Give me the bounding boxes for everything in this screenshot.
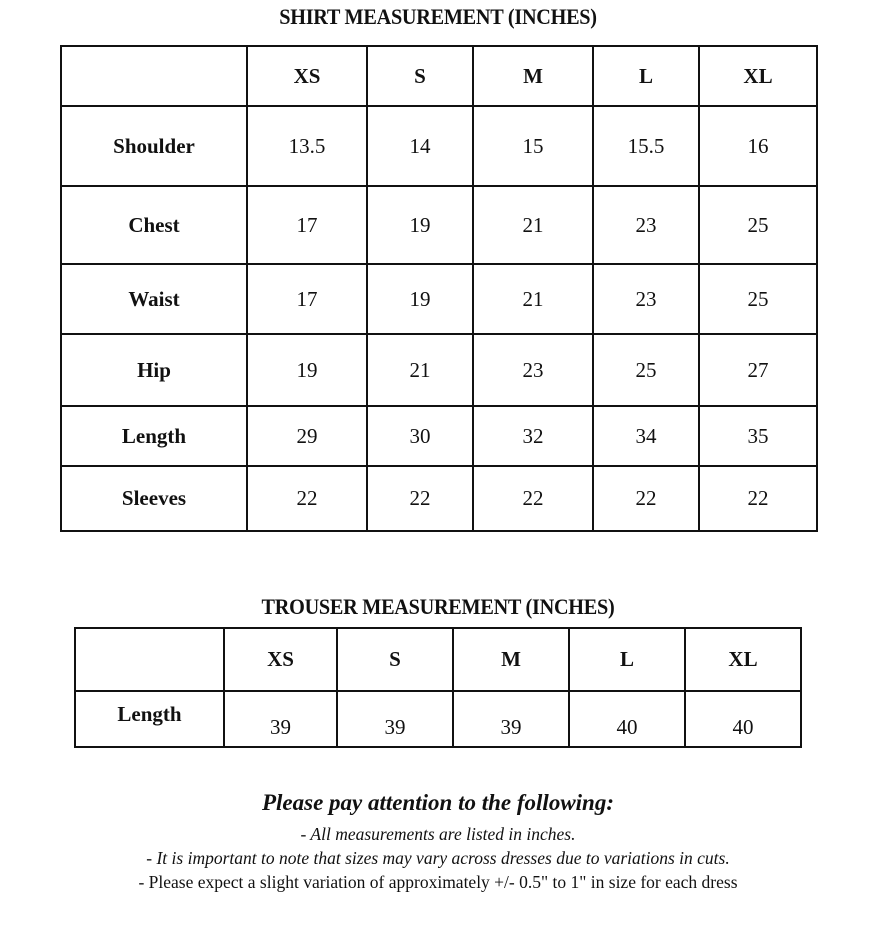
value-cell: 17 — [247, 264, 367, 334]
row-label: Hip — [61, 334, 247, 406]
value-cell: 23 — [593, 264, 699, 334]
value-cell: 39 — [224, 691, 337, 747]
size-header: XS — [224, 628, 337, 691]
value-cell: 16 — [699, 106, 817, 186]
value-cell: 22 — [699, 466, 817, 531]
value-cell: 34 — [593, 406, 699, 466]
value-cell: 39 — [453, 691, 569, 747]
table-row — [61, 334, 817, 406]
empty-corner-cell — [61, 46, 247, 106]
value-cell: 25 — [593, 334, 699, 406]
value-cell: 22 — [593, 466, 699, 531]
table-header-row — [61, 46, 817, 106]
notes-list — [0, 822, 876, 894]
size-header: M — [473, 46, 593, 106]
value-cell: 13.5 — [247, 106, 367, 186]
row-label: Sleeves — [61, 466, 247, 531]
size-header: S — [337, 628, 453, 691]
value-cell: 15 — [473, 106, 593, 186]
value-cell: 19 — [367, 186, 473, 264]
note-item: - Please expect a slight variation of approximately +/- 0.5" to 1" in size for each dress — [138, 872, 738, 892]
value-cell: 35 — [699, 406, 817, 466]
value-cell: 23 — [593, 186, 699, 264]
row-label: Shoulder — [61, 106, 247, 186]
trouser-measurement-table — [74, 627, 802, 748]
trouser-table-title: TROUSER MEASUREMENT (INCHES) — [261, 594, 615, 619]
size-header: L — [569, 628, 685, 691]
value-cell: 15.5 — [593, 106, 699, 186]
value-cell: 19 — [367, 264, 473, 334]
note-item: - It is important to note that sizes may vary across dresses due to variations in cuts. — [146, 848, 730, 868]
size-header: M — [453, 628, 569, 691]
value-cell: 27 — [699, 334, 817, 406]
size-header: S — [367, 46, 473, 106]
table-row — [61, 406, 817, 466]
value-cell: 29 — [247, 406, 367, 466]
row-label: Chest — [61, 186, 247, 264]
shirt-measurement-table — [60, 45, 818, 532]
empty-corner-cell — [75, 628, 224, 691]
value-cell: 40 — [569, 691, 685, 747]
table-row — [61, 186, 817, 264]
table-header-row — [75, 628, 801, 691]
table-row — [61, 466, 817, 531]
value-cell: 21 — [367, 334, 473, 406]
table-row — [75, 691, 801, 747]
row-label: Length — [75, 691, 224, 747]
shirt-table-title: SHIRT MEASUREMENT (INCHES) — [279, 4, 597, 29]
value-cell: 30 — [367, 406, 473, 466]
size-header: L — [593, 46, 699, 106]
value-cell: 21 — [473, 264, 593, 334]
value-cell: 19 — [247, 334, 367, 406]
size-header: XS — [247, 46, 367, 106]
value-cell: 21 — [473, 186, 593, 264]
value-cell: 23 — [473, 334, 593, 406]
value-cell: 22 — [247, 466, 367, 531]
value-cell: 25 — [699, 186, 817, 264]
size-header: XL — [685, 628, 801, 691]
row-label: Waist — [61, 264, 247, 334]
value-cell: 39 — [337, 691, 453, 747]
value-cell: 32 — [473, 406, 593, 466]
table-row — [61, 106, 817, 186]
size-header: XL — [699, 46, 817, 106]
value-cell: 14 — [367, 106, 473, 186]
value-cell: 25 — [699, 264, 817, 334]
table-row — [61, 264, 817, 334]
value-cell: 40 — [685, 691, 801, 747]
value-cell: 22 — [367, 466, 473, 531]
value-cell: 22 — [473, 466, 593, 531]
note-item: - All measurements are listed in inches. — [300, 824, 576, 844]
value-cell: 17 — [247, 186, 367, 264]
notes-heading: Please pay attention to the following: — [261, 790, 615, 815]
row-label: Length — [61, 406, 247, 466]
